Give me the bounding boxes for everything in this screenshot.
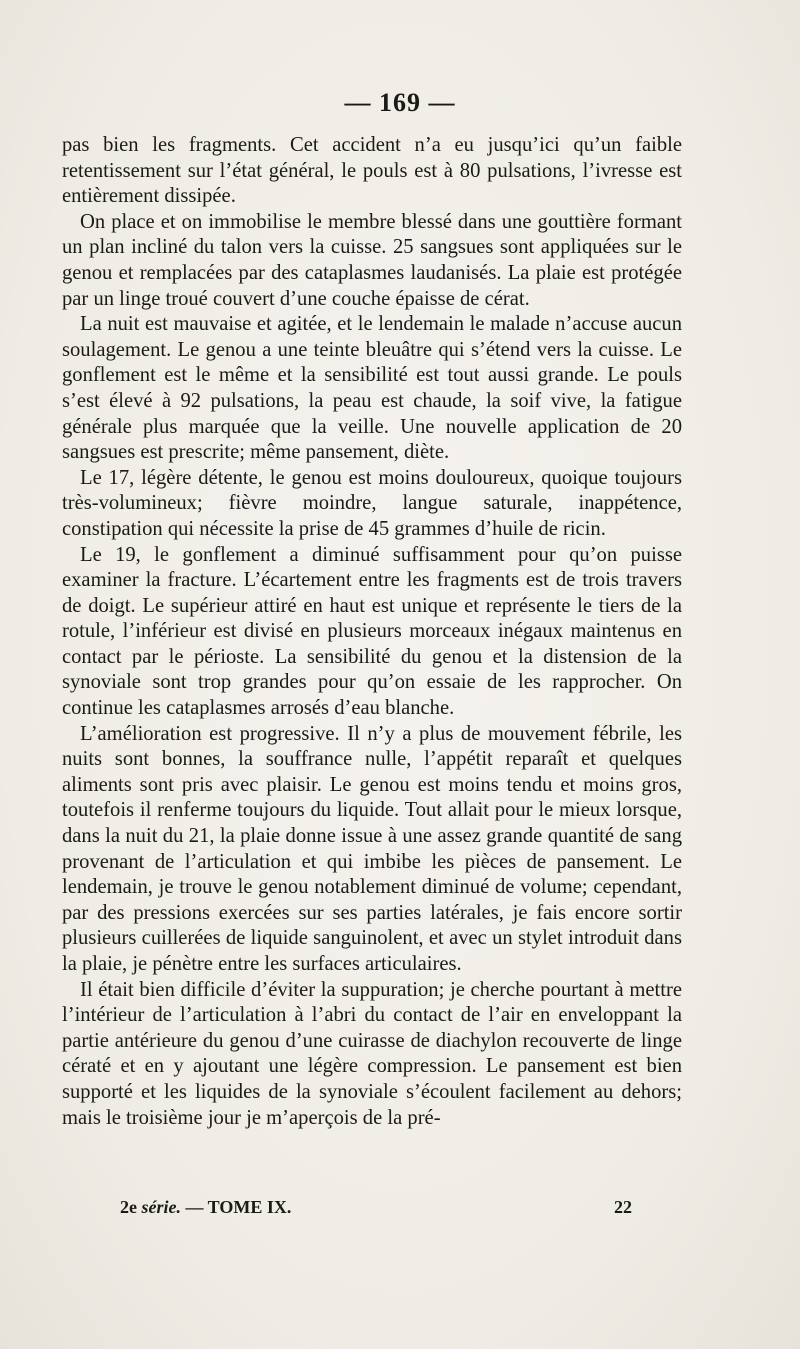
body-text [62, 133, 682, 1131]
paragraph-5: Le 19, le gonflement a diminué suffisamment pour qu’on puisse examiner la fracture. L’écartement entre les fragments est de trois travers de doigt. Le supérieur attiré en haut est unique et représente le tiers de la rotule, l’inférieur est divisé en plusieurs morceaux inégaux maintenus en contact par le périoste. La sensibilité du genou et la distension de la synoviale sont trop grandes pour qu’on essaie de les rapprocher. On continue les cataplasmes arrosés d’eau blanche. [62, 543, 682, 720]
paragraph-1: pas bien les fragments. Cet accident n’a eu jusqu’ici qu’un faible retentissement sur l’état général, le pouls est à 80 pulsations, l’ivresse est entièrement dissipée. [62, 134, 682, 208]
signature-mark: 22 [614, 1197, 632, 1217]
volume-label: — TOME IX. [185, 1197, 292, 1217]
series-label: série. [141, 1197, 181, 1217]
paragraph-4: Le 17, légère détente, le genou est moins douloureux, quoique toujours très-volumineux; fièvre moindre, langue saturale, inappétence, constipation qui nécessite la prise de 45 grammes d’huile de ricin. [62, 466, 682, 540]
paragraph-2: On place et on immobilise le membre blessé dans une gouttière formant un plan incliné du talon vers la cuisse. 25 sangsues sont appliquées sur le genou et remplacées par des cataplasmes laudanisés. La plaie est protégée par un linge troué couvert d’une couche épaisse de cérat. [62, 210, 682, 310]
series-number: 2e [120, 1197, 137, 1217]
page-number: — 169 — [344, 88, 456, 117]
series-volume [120, 1197, 291, 1218]
paragraph-6: L’amélioration est progressive. Il n’y a plus de mouvement fébrile, les nuits sont bonnes, la souffrance nulle, l’appétit reparaît et quelques aliments sont pris avec plaisir. Le genou est moins tendu et moins gros, toutefois il renferme toujours du liquide. Tout allait pour le mieux lorsque, dans la nuit du 21, la plaie donne issue à une assez grande quantité de sang provenant de l’articulation et qui imbibe les pièces de pansement. Le lendemain, je trouve le genou notablement diminué de volume; cependant, par des pressions exercées sur ses parties latérales, je fais encore sortir plusieurs cuillerées de liquide sanguinolent, et avec un stylet introduit dans la plaie, je pénètre entre les surfaces articulaires. [62, 722, 682, 975]
paragraph-7: Il était bien difficile d’éviter la suppuration; je cherche pourtant à mettre l’intérieur de l’articulation à l’abri du contact de l’air en enveloppant la partie antérieure du genou d’une cuirasse de diachylon recouverte de linge cératé et en y ajoutant une légère compression. Le pansement est bien supporté et les liquides de la synoviale s’écoulent facilement au dehors; mais le troisième jour je m’aperçois de la pré- [62, 978, 682, 1129]
paragraph-3: La nuit est mauvaise et agitée, et le lendemain le malade n’accuse aucun soulagement. Le genou a une teinte bleuâtre qui s’étend vers la cuisse. Le gonflement est le même et la sensibilité est tout aussi grande. Le pouls s’est élevé à 92 pulsations, la peau est chaude, la soif vive, la fatigue générale plus marquée que la veille. Une nouvelle application de 20 sangsues est prescrite; même pansement, diète. [62, 313, 682, 464]
